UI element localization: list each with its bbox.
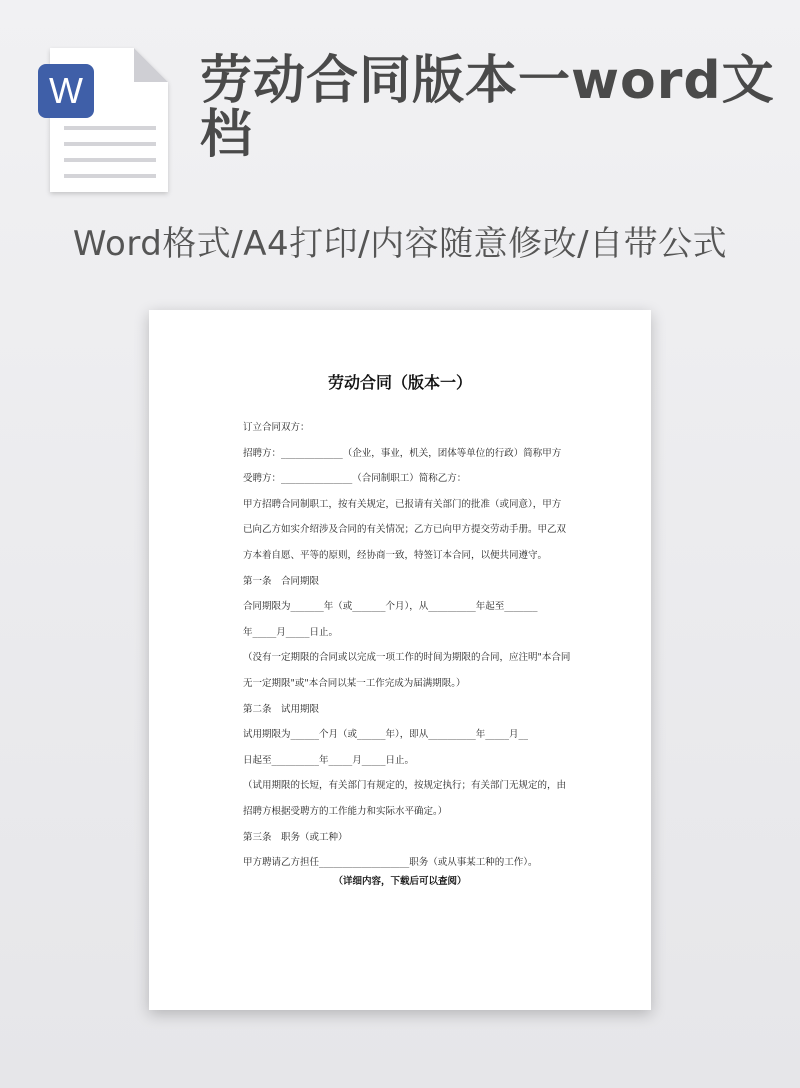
document-line: 日起至__________年_____月_____日止。 (243, 754, 415, 766)
document-line: 招聘方根据受聘方的工作能力和实际水平确定。） (243, 805, 448, 817)
document-line: 年_____月_____日止。 (243, 626, 339, 638)
document-line: 甲方聘请乙方担任___________________职务（或从事某工种的工作）。 (243, 857, 538, 869)
download-note: （详细内容，下载后可以查阅） (333, 876, 467, 887)
document-line: （试用期限的长短，有关部门有规定的，按规定执行；有关部门无规定的，由 (243, 780, 567, 792)
word-letter: W (49, 70, 83, 111)
document-line: 试用期限为______个月（或______年），即从__________年_____月__ (243, 729, 529, 741)
format-subtitle: Word格式/A4打印/内容随意修改/自带公式 (72, 224, 728, 264)
document-preview (149, 310, 651, 1010)
document-line: （没有一定期限的合同或以完成一项工作的时间为期限的合同，应注明"本合同 (243, 652, 571, 664)
document-line: 无一定期限"或"本合同以某一工作完成为届满期限。） (243, 677, 466, 689)
document-line: 甲方招聘合同制职工，按有关规定，已报请有关部门的批准（或同意），甲方 (243, 498, 562, 510)
document-line: 第一条 合同期限 (243, 575, 320, 587)
page-title: 劳动合同版本一word文档 (200, 51, 775, 165)
document-line: 受聘方：_______________（合同制职工）简称乙方： (243, 473, 467, 485)
document-line: 合同期限为_______年（或_______个月），从__________年起至_______ (243, 601, 538, 613)
word-document-icon (36, 44, 176, 200)
document-line: 订立合同双方： (243, 422, 310, 433)
document-line: 第三条 职务（或工种） (243, 831, 348, 843)
document-line: 第二条 试用期限 (243, 703, 320, 715)
document-title: 劳动合同（版本一） (327, 373, 472, 392)
document-line: 方本着自愿、平等的原则，经协商一致，特签订本合同，以便共同遵守。 (243, 549, 548, 561)
document-line: 招聘方：_____________（企业，事业，机关，团体等单位的行政）简称甲方 (243, 447, 562, 459)
document-line: 已向乙方如实介绍涉及合同的有关情况；乙方已向甲方提交劳动手册。甲乙双 (243, 524, 567, 536)
document-body (243, 415, 583, 876)
